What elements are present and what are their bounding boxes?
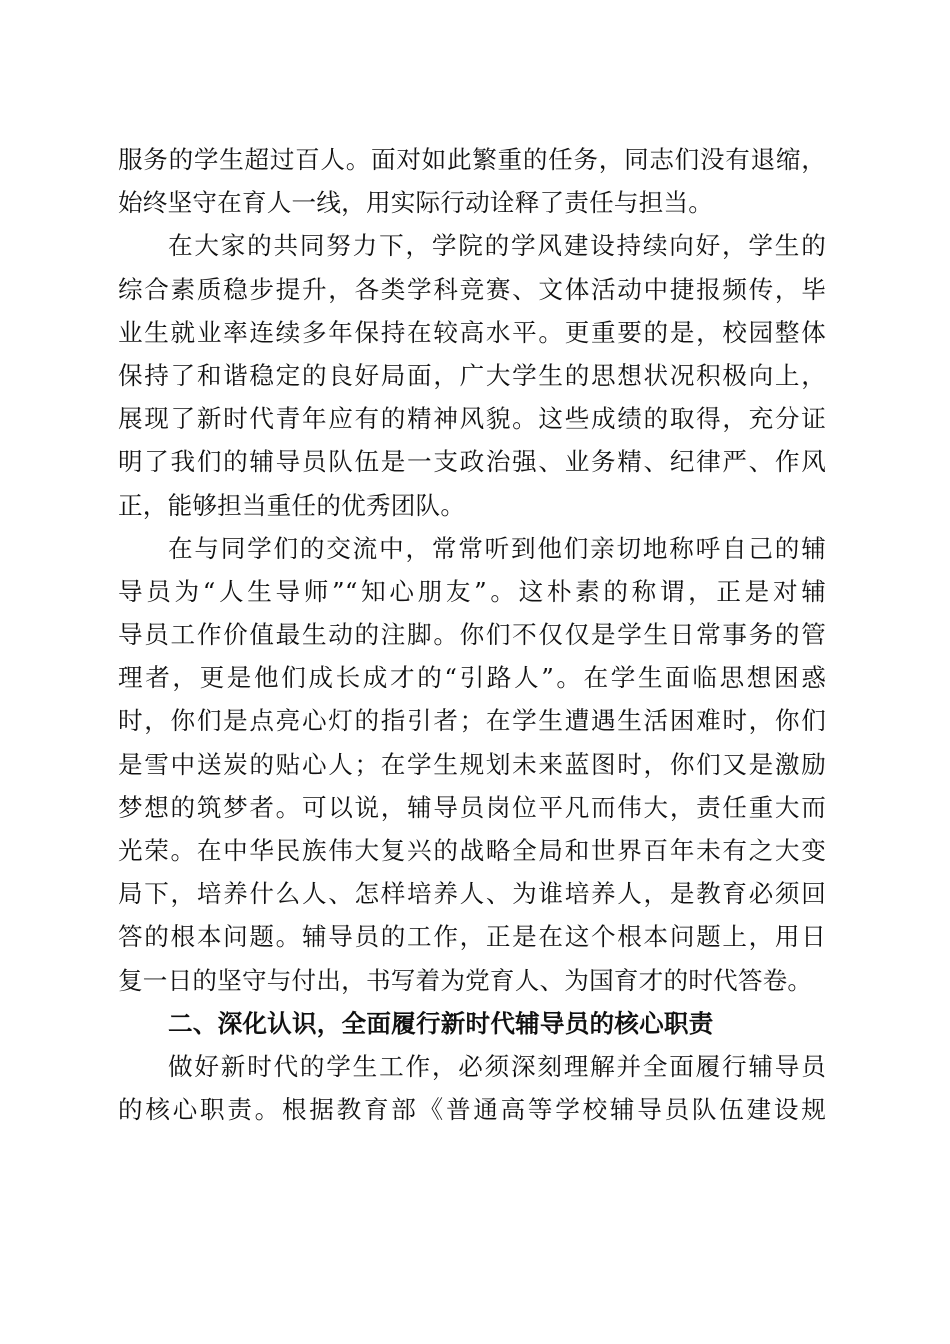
paragraph-line: 正，能够担当重任的优秀团队。: [118, 490, 466, 520]
paragraph-line: 梦想的筑梦者。可以说，辅导员岗位平凡而伟大，责任重大而: [118, 792, 826, 822]
paragraph-line: 局下，培养什么人、怎样培养人、为谁培养人，是教育必须回: [118, 879, 826, 909]
paragraph-line: 保持了和谐稳定的良好局面，广大学生的思想状况积极向上，: [118, 360, 826, 390]
paragraph-line: 在大家的共同努力下，学院的学风建设持续向好，学生的: [168, 231, 826, 261]
paragraph-line: 做好新时代的学生工作，必须深刻理解并全面履行辅导员: [168, 1051, 826, 1081]
paragraph-line: 综合素质稳步提升，各类学科竞赛、文体活动中捷报频传，毕: [118, 274, 826, 304]
paragraph-line: 始终坚守在育人一线，用实际行动诠释了责任与担当。: [118, 188, 714, 218]
section-heading: 二、深化认识，全面履行新时代辅导员的核心职责: [168, 1008, 714, 1038]
paragraph-line: 光荣。在中华民族伟大复兴的战略全局和世界百年未有之大变: [118, 836, 826, 865]
paragraph-line: 导员为“人生导师”“知心朋友”。这朴素的称谓，正是对辅: [118, 576, 826, 606]
paragraph-line: 在与同学们的交流中，常常听到他们亲切地称呼自己的辅: [168, 533, 826, 563]
document-page: [118, 138, 826, 1131]
paragraph-line: 复一日的坚守与付出，书写着为党育人、为国育才的时代答卷。: [118, 965, 813, 995]
paragraph-line: 服务的学生超过百人。面对如此繁重的任务，同志们没有退缩，: [118, 145, 826, 174]
paragraph-line: 导员工作价值最生动的注脚。你们不仅仅是学生日常事务的管: [118, 620, 826, 650]
paragraph-line: 的核心职责。根据教育部《普通高等学校辅导员队伍建设规: [118, 1095, 826, 1125]
paragraph-line: 业生就业率连续多年保持在较高水平。更重要的是，校园整体: [118, 317, 826, 347]
paragraph-line: 明了我们的辅导员队伍是一支政治强、业务精、纪律严、作风: [118, 447, 826, 477]
paragraph-line: 是雪中送炭的贴心人；在学生规划未来蓝图时，你们又是激励: [118, 749, 826, 779]
paragraph-line: 展现了新时代青年应有的精神风貌。这些成绩的取得，充分证: [118, 404, 826, 434]
paragraph-line: 答的根本问题。辅导员的工作，正是在这个根本问题上，用日: [118, 922, 826, 952]
paragraph-line: 理者，更是他们成长成才的“引路人”。在学生面临思想困惑: [118, 663, 826, 693]
paragraph-line: 时，你们是点亮心灯的指引者；在学生遭遇生活困难时，你们: [118, 706, 826, 736]
